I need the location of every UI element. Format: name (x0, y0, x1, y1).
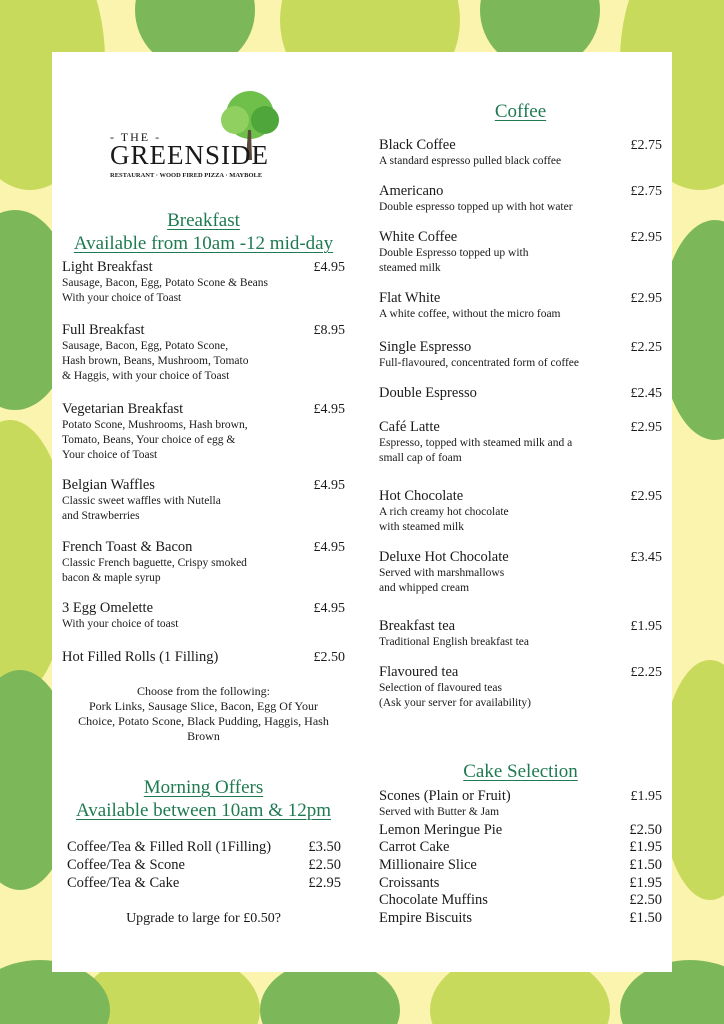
item-name: Scones (Plain or Fruit) (379, 788, 511, 804)
item-price: £4.95 (313, 260, 345, 275)
item-price: £2.50 (313, 650, 345, 665)
item-price: £1.95 (630, 789, 662, 804)
menu-item (379, 856, 662, 874)
item-name: 3 Egg Omelette (62, 600, 154, 616)
item-name: White Coffee (379, 229, 458, 245)
item-price: £3.45 (630, 550, 662, 565)
menu-item (379, 419, 662, 466)
menu-item (67, 874, 341, 892)
item-name: Chocolate Muffins (379, 892, 488, 908)
menu-item (379, 821, 662, 839)
item-description: A rich creamy hot chocolate with steamed milk (379, 506, 509, 533)
item-name: Coffee/Tea & Filled Roll (1Filling) (67, 839, 272, 855)
morning-offers-title: Morning Offers (143, 777, 264, 798)
upgrade-note: Upgrade to large for £0.50? (126, 911, 281, 926)
cake-selection-title: Cake Selection (463, 761, 578, 782)
logo-name: GREENSIDE (110, 140, 269, 170)
item-name: Black Coffee (379, 137, 456, 153)
menu-item (62, 477, 345, 524)
menu-item (379, 183, 662, 215)
item-name: Hot Filled Rolls (1 Filling) (62, 649, 219, 665)
menu-item (67, 838, 341, 856)
item-description: A white coffee, without the micro foam (379, 308, 561, 320)
menu-item (379, 488, 662, 535)
item-price: £2.95 (630, 291, 662, 306)
menu-item (379, 618, 662, 650)
item-price: £2.25 (630, 665, 662, 680)
item-name: Single Espresso (379, 339, 472, 355)
item-price: £3.50 (308, 839, 341, 855)
item-price: £2.50 (308, 857, 341, 873)
item-description: Double Espresso topped up with steamed milk (379, 247, 529, 274)
item-description: Classic French baguette, Crispy smoked bacon & maple syrup (62, 557, 247, 584)
item-description: With your choice of toast (62, 618, 179, 630)
item-name: Lemon Meringue Pie (379, 822, 503, 838)
menu-item (62, 401, 345, 463)
item-price: £4.95 (313, 601, 345, 616)
item-description: A standard espresso pulled black coffee (379, 155, 562, 167)
menu-item (379, 838, 662, 856)
menu-item (379, 874, 662, 892)
item-name: Flat White (379, 290, 441, 306)
item-description: Potato Scone, Mushrooms, Hash brown, Tomato, Beans, Your choice of egg & Your choice of Toast (62, 419, 248, 461)
item-description: Served with marshmallows and whipped cream (379, 567, 505, 594)
item-price: £4.95 (313, 478, 345, 493)
menu-panel (52, 52, 672, 972)
item-price: £2.50 (629, 822, 662, 838)
breakfast-title: Breakfast (167, 210, 240, 231)
logo (110, 90, 300, 182)
menu-item (62, 600, 345, 632)
menu-item (379, 339, 662, 371)
item-name: Empire Biscuits (379, 910, 473, 926)
fillings-list: Pork Links, Sausage Slice, Bacon, Egg Of Your Choice, Potato Scone, Black Pudding, Haggis, Hash Brown (78, 699, 329, 743)
item-name: Deluxe Hot Chocolate (379, 549, 509, 565)
item-name: Hot Chocolate (379, 488, 464, 504)
menu-item (379, 664, 662, 711)
menu-item (379, 549, 662, 596)
item-name: Café Latte (379, 419, 440, 435)
item-price: £2.95 (630, 230, 662, 245)
menu-item (379, 385, 662, 402)
item-name: Light Breakfast (62, 259, 153, 275)
item-name: Croissants (379, 875, 440, 891)
item-price: £4.95 (313, 540, 345, 555)
item-price: £2.50 (629, 892, 662, 908)
item-name: Coffee/Tea & Scone (67, 857, 185, 873)
item-name: French Toast & Bacon (62, 539, 193, 555)
item-description: Served with Butter & Jam (379, 806, 500, 818)
item-price: £1.50 (629, 857, 662, 873)
item-name: Vegetarian Breakfast (62, 401, 184, 417)
item-name: Coffee/Tea & Cake (67, 875, 180, 891)
item-name: Belgian Waffles (62, 477, 155, 493)
menu-item (62, 539, 345, 586)
menu-item (62, 649, 345, 666)
menu-item (379, 229, 662, 276)
breakfast-subtitle: Available from 10am -12 mid-day (73, 233, 334, 254)
item-price: £1.50 (629, 910, 662, 926)
menu-item (62, 322, 345, 384)
item-description: Sausage, Bacon, Egg, Potato Scone, Hash brown, Beans, Mushroom, Tomato & Haggis, with your choice of Toast (62, 340, 249, 382)
morning-offers-subtitle: Available between 10am & 12pm (75, 800, 331, 821)
menu-item (67, 856, 341, 874)
item-description: Sausage, Bacon, Egg, Potato Scone & Beans With your choice of Toast (62, 277, 269, 304)
item-price: £2.95 (308, 875, 341, 891)
item-description: Traditional English breakfast tea (379, 636, 529, 648)
item-price: £1.95 (630, 619, 662, 634)
item-price: £2.95 (630, 420, 662, 435)
logo-the: - THE - (110, 130, 162, 144)
menu-item (62, 259, 345, 306)
logo-tagline: RESTAURANT · WOOD FIRED PIZZA · MAYBOLE (110, 172, 263, 179)
menu-item (379, 909, 662, 927)
item-description: Classic sweet waffles with Nutella and Strawberries (62, 495, 221, 522)
coffee-title: Coffee (494, 101, 547, 122)
item-description: Espresso, topped with steamed milk and a small cap of foam (379, 437, 573, 464)
item-price: £2.75 (630, 184, 662, 199)
menu-item (379, 788, 662, 820)
item-description: Double espresso topped up with hot water (379, 201, 573, 213)
menu-item (379, 137, 662, 169)
item-price: £1.95 (629, 875, 662, 891)
item-price: £8.95 (313, 323, 345, 338)
item-price: £2.95 (630, 489, 662, 504)
item-name: Double Espresso (379, 385, 477, 401)
item-price: £2.25 (630, 340, 662, 355)
item-name: Millionaire Slice (379, 857, 477, 873)
menu-item (379, 290, 662, 322)
item-price: £2.45 (630, 386, 662, 401)
item-name: Americano (379, 183, 444, 199)
item-name: Carrot Cake (379, 839, 450, 855)
item-price: £2.75 (630, 138, 662, 153)
item-description: Full-flavoured, concentrated form of coffee (379, 357, 579, 369)
item-name: Full Breakfast (62, 322, 145, 338)
item-price: £1.95 (629, 839, 662, 855)
item-name: Flavoured tea (379, 664, 459, 680)
menu-item (379, 891, 662, 909)
item-name: Breakfast tea (379, 618, 456, 634)
item-description: Selection of flavoured teas (Ask your server for availability) (379, 682, 532, 709)
item-price: £4.95 (313, 402, 345, 417)
fillings-intro: Choose from the following: (137, 684, 270, 698)
